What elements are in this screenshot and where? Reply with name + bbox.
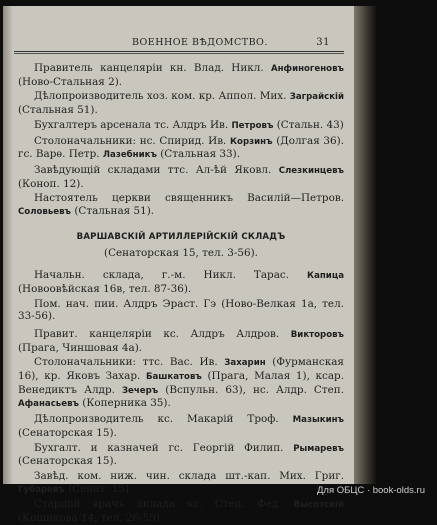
entry: Дѣлопроизводитель кс. Макарій Троф. Мазыкинъ (Сенаторская 15). xyxy=(18,413,344,439)
entry: Правитель канцеляріи кн. Влад. Никл. Анфиногеновъ (Ново-Стальная 2). xyxy=(18,62,344,88)
page-gutter-shadow xyxy=(3,6,13,484)
entry: Бухгалт. и казначей гс. Георгій Филип. Рымаревъ (Сенаторская 15). xyxy=(18,441,344,468)
entry: Столоначальники: нс. Спирид. Ив. Корзинъ (Долгая 36). гс. Варѳ. Петр. Лазебникъ (Стальная 33). xyxy=(18,134,344,161)
page-body xyxy=(18,62,344,525)
entry: Столоначальники: ттс. Вас. Ив. Захарин (Фурманская 16), кр. Яковъ Захар. Башкатовъ (Прага, Малая 1), ксар. Венедиктъ Алдр. Зечеръ (Вспульн. 63), нс. Алдр. Степ. Афанасьевъ (Коперника 35). xyxy=(18,356,345,410)
header-rule-secondary xyxy=(14,53,344,54)
entry: Дѣлопроизводитель хоз. ком. кр. Аппол. Мих. Заграйскій (Стальная 51). xyxy=(18,90,344,117)
entry: Бухгалтеръ арсенала тс. Алдръ Ив. Петровъ (Стальн. 43) xyxy=(34,118,344,131)
header-rule xyxy=(14,51,344,52)
entry: Настоятель церкви священникъ Василій—Петров. Соловьевъ (Стальная 51). xyxy=(18,192,344,218)
entry: Пом. нач. пии. Алдръ Эраст. Гэ (Ново-Велкая 1а, тел. 33-56). xyxy=(18,297,344,323)
entry: Правит. канцеляріи кс. Алдръ Алдров. Викторовъ (Прага, Чиншовая 4а). xyxy=(18,327,344,354)
header-title: ВОЕННОЕ ВѢДОМСТВО. xyxy=(132,37,268,48)
book-spine xyxy=(354,6,376,484)
section-address: (Сенаторская 15, тел. 3-56). xyxy=(104,247,258,260)
page-number: 31 xyxy=(316,37,330,48)
entry: Завѣдующій складами ттс. Ал-ѣй Яковл. Слезкинцевъ (Коноп. 12). xyxy=(18,163,344,190)
entry: Начальн. склада, г.-м. Никл. Тарас. Капица (Новоовѣйская 16в, тел. 87-36). xyxy=(18,269,344,295)
running-header xyxy=(14,37,344,51)
section-title: ВАРШАВСКІЙ АРТИЛЛЕРІЙСКІЙ СКЛАДЪ xyxy=(76,231,286,242)
entry: Старшій врачъ склада кс. Степ. Фед. Высотскій (Кошикова 14, тел. 26-59). xyxy=(18,498,344,525)
entry: Завѣд. ком. ниж. чин. склада шт.-кап. Мих. Григ. Губаревъ (Сенат. 15). xyxy=(18,469,344,495)
watermark: Для ОБЦС · book-olds.ru xyxy=(317,485,425,496)
